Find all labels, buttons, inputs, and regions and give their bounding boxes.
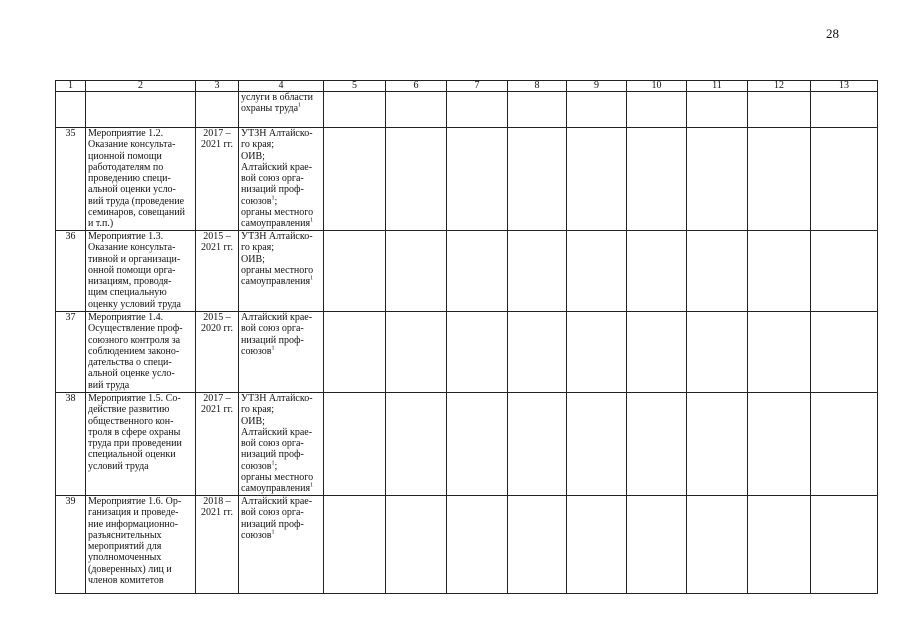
footnote-mark: 1 xyxy=(271,195,275,202)
measure-line: семинаров, совещаний xyxy=(88,207,185,219)
measure-line: общественного кон- xyxy=(88,415,174,427)
measure-line: специальной оценки xyxy=(88,449,176,461)
executor-line: го края; xyxy=(241,242,275,254)
empty-cell xyxy=(386,128,447,231)
measure-line: членов комитетов xyxy=(88,575,164,587)
header-cell: 4 xyxy=(239,81,324,92)
measure-line: троля в сфере охраны xyxy=(88,426,181,438)
executor-line: ОИВ; xyxy=(241,415,265,427)
measure-line: ганизация и проведе- xyxy=(88,507,179,519)
measure-line: Оказание консульта- xyxy=(88,242,176,254)
measure-line: Мероприятие 1.6. Ор- xyxy=(88,496,182,507)
executors xyxy=(239,496,324,594)
table-row-continuation xyxy=(56,92,878,128)
empty-cell xyxy=(811,231,878,312)
period-line: 2017 – xyxy=(203,128,231,139)
period-line: 2020 гг. xyxy=(200,323,234,335)
measure-line: работодателям по xyxy=(88,161,164,173)
table-header-row xyxy=(56,81,878,92)
cell-number xyxy=(56,92,86,128)
empty-cell xyxy=(567,393,627,496)
empty-cell xyxy=(447,312,508,393)
period xyxy=(196,231,239,312)
header-cell: 5 xyxy=(324,81,386,92)
executor-line: низаций проф- xyxy=(241,184,304,196)
measure-line: труда при проведении xyxy=(88,438,182,450)
cell-measure xyxy=(86,92,196,128)
empty-cell xyxy=(567,496,627,594)
measure-line: разъяснительных xyxy=(88,529,162,541)
table-row xyxy=(56,128,878,231)
table-row xyxy=(56,231,878,312)
header-cell: 3 xyxy=(196,81,239,92)
executor-line: самоуправления$^1$ xyxy=(241,483,314,495)
measure-line: союзного контроля за xyxy=(88,334,181,346)
empty-cell xyxy=(324,231,386,312)
measure-line: и т.п.) xyxy=(88,218,114,230)
footnote-mark: 1 xyxy=(271,345,275,352)
empty-cell xyxy=(447,231,508,312)
executor-line: УТЗН Алтайско- xyxy=(241,393,313,404)
executor-line: самоуправления$^1$ xyxy=(241,275,314,288)
empty-cell xyxy=(567,231,627,312)
footnote-mark: 1 xyxy=(310,218,314,225)
empty-cell xyxy=(508,128,567,231)
empty-cell xyxy=(748,231,811,312)
measure-line: альной оценке усло- xyxy=(88,368,175,380)
measure-description xyxy=(86,496,196,594)
executors xyxy=(239,128,324,231)
period xyxy=(196,312,239,393)
executor-line: низаций проф- xyxy=(241,334,304,346)
measure-description xyxy=(86,312,196,393)
empty-cell xyxy=(386,496,447,594)
empty-cell xyxy=(386,393,447,496)
empty-cell xyxy=(324,312,386,393)
empty-cell xyxy=(748,393,811,496)
row-number: 36 xyxy=(56,231,86,312)
footnote-mark: 1 xyxy=(298,102,302,109)
measure-line: Мероприятие 1.5. Со- xyxy=(88,393,181,404)
measure-line: ние информационно- xyxy=(88,518,179,530)
measure-line: условий труда xyxy=(88,460,149,472)
measure-line: Мероприятие 1.3. xyxy=(88,231,164,242)
period xyxy=(196,393,239,496)
empty-cell xyxy=(567,128,627,231)
empty-cell xyxy=(567,312,627,393)
empty-cell xyxy=(508,231,567,312)
empty-cell xyxy=(811,128,878,231)
period-line: 2021 гг. xyxy=(200,404,234,416)
executor-line: органы местного xyxy=(241,264,314,276)
executor-line: Алтайский крае- xyxy=(241,312,313,323)
executor-line: го края; xyxy=(241,139,275,151)
continuation-line: охраны труда$^1$ xyxy=(241,102,302,115)
cell-period xyxy=(196,92,239,128)
empty-cell xyxy=(627,128,687,231)
footnote-mark: 1 xyxy=(271,529,275,536)
empty-cell xyxy=(324,128,386,231)
executor-line: органы местного xyxy=(241,472,314,484)
executors xyxy=(239,231,324,312)
measure-description xyxy=(86,231,196,312)
measure-line: дательства о специ- xyxy=(88,357,172,369)
empty-cell xyxy=(508,393,567,496)
measure-description xyxy=(86,393,196,496)
executor-line: органы местного xyxy=(241,207,314,219)
empty-cell xyxy=(447,128,508,231)
empty-cell xyxy=(627,393,687,496)
measure-line: Оказание консульта- xyxy=(88,139,176,151)
measure-line: вий труда (проведение xyxy=(88,195,185,207)
period xyxy=(196,496,239,594)
empty-cell xyxy=(324,393,386,496)
measure-line: вий труда xyxy=(88,379,130,391)
executor-line: го края; xyxy=(241,404,275,416)
period-line: 2021 гг. xyxy=(200,139,234,151)
measure-line: (доверенных) лиц и xyxy=(88,563,172,575)
empty-cell xyxy=(627,312,687,393)
executor-line: Алтайский крае- xyxy=(241,426,313,438)
row-number: 38 xyxy=(56,393,86,496)
executor-line: вой союз орга- xyxy=(241,323,304,335)
measure-line: ционной помощи xyxy=(88,150,162,162)
executor-line: Алтайский крае- xyxy=(241,161,313,173)
measure-line: Осуществление проф- xyxy=(88,323,183,335)
measure-line: низациям, проводя- xyxy=(88,276,172,288)
empty-cell xyxy=(386,312,447,393)
row-number: 37 xyxy=(56,312,86,393)
empty-cell xyxy=(811,496,878,594)
executor-line: союзов$^1$ xyxy=(241,345,275,357)
empty-cell xyxy=(748,312,811,393)
measure-line: соблюдением законо- xyxy=(88,345,180,357)
header-cell: 6 xyxy=(386,81,447,92)
header-cell: 8 xyxy=(508,81,567,92)
executors xyxy=(239,393,324,496)
empty-cell xyxy=(508,312,567,393)
executor-line: самоуправления$^1$ xyxy=(241,218,314,230)
cell-executors xyxy=(239,92,324,128)
empty-cell xyxy=(687,128,748,231)
table-row xyxy=(56,312,878,393)
period-line: 2018 – xyxy=(203,496,231,507)
measure-line: альной оценки усло- xyxy=(88,184,176,196)
executors xyxy=(239,312,324,393)
empty-cell xyxy=(687,393,748,496)
measure-line: действие развитию xyxy=(88,404,170,416)
empty-cell xyxy=(748,128,811,231)
header-cell: 2 xyxy=(86,81,196,92)
period xyxy=(196,128,239,231)
measure-line: онной помощи орга- xyxy=(88,264,176,276)
table-row xyxy=(56,496,878,594)
empty-cell xyxy=(627,231,687,312)
executor-line: союзов$^1$; xyxy=(241,195,278,207)
footnote-mark: 1 xyxy=(271,460,275,467)
executor-line: союзов$^1$; xyxy=(241,460,278,472)
period-line: 2017 – xyxy=(203,393,231,404)
empty-cell xyxy=(447,393,508,496)
measure-line: проведению специ- xyxy=(88,173,171,185)
measures-table xyxy=(55,80,878,594)
row-number: 35 xyxy=(56,128,86,231)
measure-description xyxy=(86,128,196,231)
measure-line: тивной и организаци- xyxy=(88,253,181,265)
measure-line: мероприятий для xyxy=(88,541,162,553)
empty-cell xyxy=(687,312,748,393)
empty-cell xyxy=(508,496,567,594)
empty-cell xyxy=(324,496,386,594)
period-line: 2021 гг. xyxy=(200,242,234,254)
footnote-mark: 1 xyxy=(310,483,314,490)
header-cell: 13 xyxy=(811,81,878,92)
table-body xyxy=(56,81,878,594)
header-cell: 7 xyxy=(447,81,508,92)
executor-line: вой союз орга- xyxy=(241,438,304,450)
empty-cell xyxy=(811,393,878,496)
table-row xyxy=(56,393,878,496)
measure-line: щим специальную xyxy=(88,287,167,299)
period-line: 2015 – xyxy=(203,231,231,242)
header-cell: 9 xyxy=(567,81,627,92)
executor-line: вой союз орга- xyxy=(241,173,304,185)
measure-line: Мероприятие 1.2. xyxy=(88,128,164,139)
header-cell: 12 xyxy=(748,81,811,92)
executor-line: низаций проф- xyxy=(241,518,304,530)
measure-line: уполномоченных xyxy=(88,552,162,564)
header-cell: 10 xyxy=(627,81,687,92)
empty-cell xyxy=(748,496,811,594)
executor-line: ОИВ; xyxy=(241,253,265,265)
measure-line: оценку условий труда xyxy=(88,298,181,310)
period-line: 2021 гг. xyxy=(200,507,234,519)
empty-cell xyxy=(687,496,748,594)
executor-line: союзов$^1$ xyxy=(241,529,275,541)
empty-cell xyxy=(447,496,508,594)
executor-line: вой союз орга- xyxy=(241,507,304,519)
continuation-line: услуги в области xyxy=(241,92,314,103)
executor-line: УТЗН Алтайско- xyxy=(241,231,313,242)
executor-line: низаций проф- xyxy=(241,449,304,461)
empty-cell xyxy=(386,231,447,312)
executor-line: Алтайский крае- xyxy=(241,496,313,507)
period-line: 2015 – xyxy=(203,312,231,323)
executor-line: УТЗН Алтайско- xyxy=(241,128,313,139)
header-cell: 11 xyxy=(687,81,748,92)
measure-line: Мероприятие 1.4. xyxy=(88,312,164,323)
page-number: 28 xyxy=(826,26,839,41)
empty-cell xyxy=(627,496,687,594)
empty-cell xyxy=(811,312,878,393)
footnote-mark: 1 xyxy=(310,275,314,282)
header-cell: 1 xyxy=(56,81,86,92)
row-number: 39 xyxy=(56,496,86,594)
executor-line: ОИВ; xyxy=(241,150,265,162)
empty-cell xyxy=(687,231,748,312)
